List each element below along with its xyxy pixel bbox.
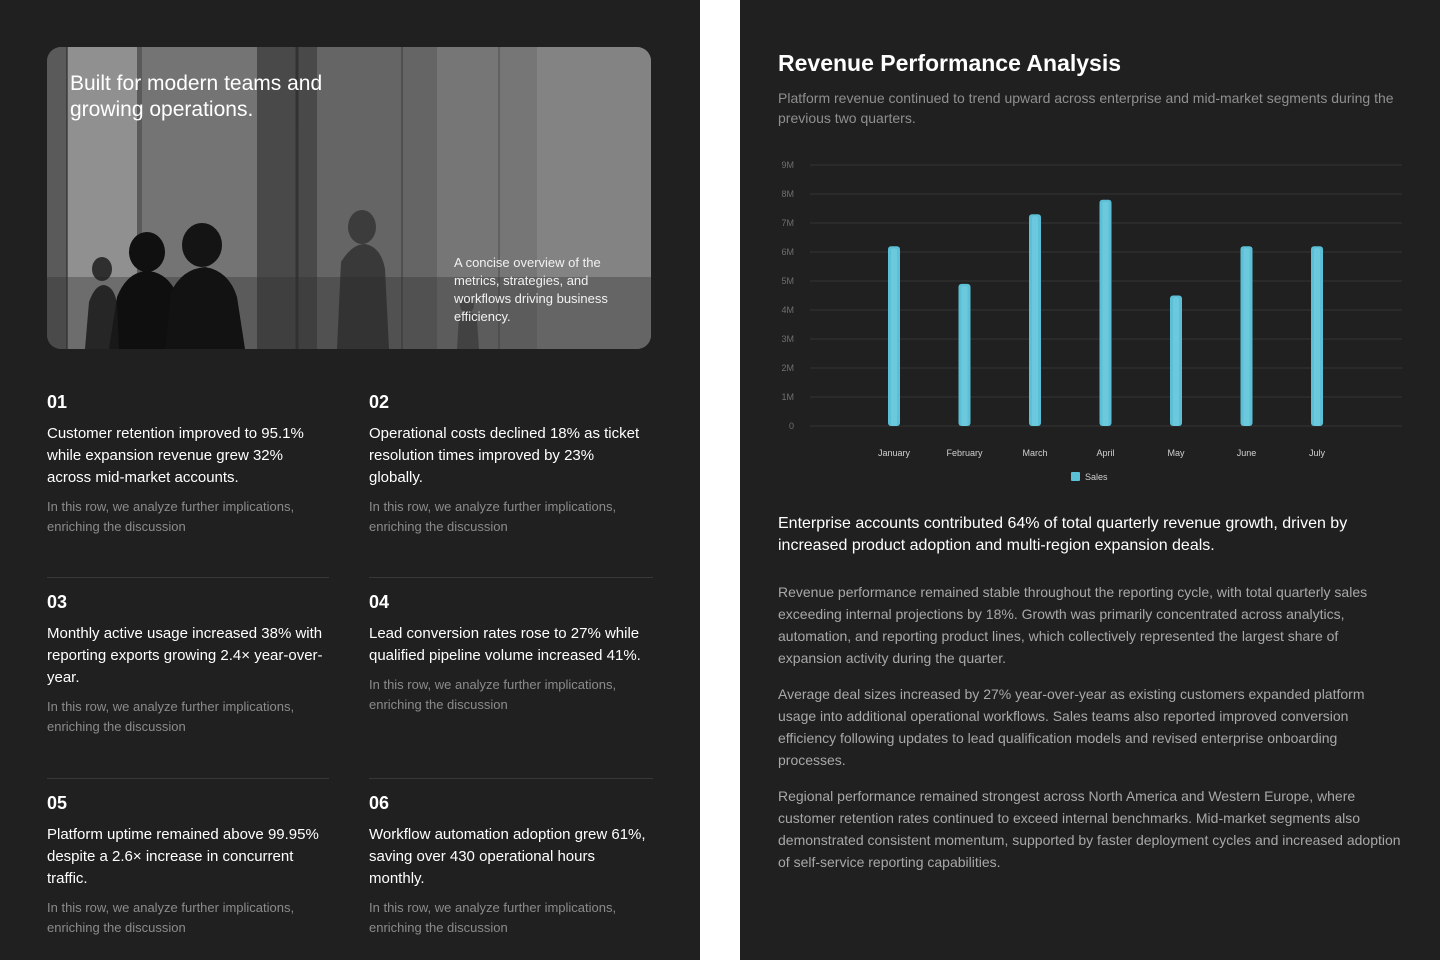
hero-banner: [47, 47, 651, 349]
page-title: Revenue Performance Analysis: [778, 50, 1122, 76]
item-number: 02: [369, 392, 390, 412]
item-headline: Operational costs declined 18% as ticket resolution times improved by 23% globally.: [369, 425, 640, 486]
bar-highlight: [1173, 298, 1179, 427]
chart-svg: [770, 160, 1410, 500]
metric-item-06: [369, 791, 651, 938]
metric-item-01: [47, 390, 329, 537]
x-tick-label: June: [1236, 448, 1257, 458]
overview-panel: [0, 0, 700, 960]
sales-bar-chart: [770, 160, 1410, 500]
page-subtitle: Platform revenue continued to trend upward across enterprise and mid-market segments during the previous two quarters.: [778, 90, 1394, 126]
hero-caption: A concise overview of the metrics, strategies, and workflows driving business efficiency.: [454, 255, 608, 324]
metric-item-05: [47, 791, 329, 938]
analysis-body: [778, 581, 1406, 887]
item-subtext: In this row, we analyze further implications, enriching the discussion: [369, 499, 617, 534]
y-tick-label: 9M: [781, 160, 794, 170]
metric-item-03: [47, 590, 329, 737]
item-number: 03: [47, 592, 68, 612]
row-divider: [369, 778, 653, 779]
item-headline: Workflow automation adoption grew 61%, saving over 430 operational hours monthly.: [369, 826, 646, 887]
metric-item-04: [369, 590, 651, 715]
row-divider: [47, 778, 329, 779]
x-tick-label: February: [946, 448, 983, 458]
item-subtext: In this row, we analyze further implications, enriching the discussion: [47, 900, 295, 935]
item-number: 04: [369, 592, 390, 612]
y-tick-label: 0: [788, 421, 794, 431]
item-subtext: In this row, we analyze further implications, enriching the discussion: [369, 900, 617, 935]
metric-item-02: [369, 390, 651, 537]
item-number: 05: [47, 793, 68, 813]
body-paragraph: Average deal sizes increased by 27% year-over-year as existing customers expanded platform usage into additional operational workflows. Sales teams also reported improved conversion efficiency following updates to lead qualification models and revised enterprise onboarding processes.: [778, 686, 1365, 768]
y-tick-label: 6M: [781, 247, 794, 257]
item-headline: Customer retention improved to 95.1% while expansion revenue grew 32% across mid-market accounts.: [47, 425, 304, 486]
item-headline: Platform uptime remained above 99.95% despite a 2.6× increase in concurrent traffic.: [47, 826, 319, 887]
bar-highlight: [891, 248, 897, 426]
legend-label: Sales: [1085, 472, 1108, 482]
y-tick-label: 5M: [781, 276, 794, 286]
y-tick-label: 2M: [781, 363, 794, 373]
revenue-panel: [740, 0, 1440, 960]
row-divider: [47, 577, 329, 578]
x-tick-label: April: [1096, 448, 1115, 458]
y-tick-label: 7M: [781, 218, 794, 228]
bar-highlight: [1103, 202, 1109, 426]
x-tick-label: July: [1308, 448, 1326, 458]
legend-swatch: [1071, 472, 1080, 481]
item-number: 06: [369, 793, 390, 813]
body-paragraph: Revenue performance remained stable throughout the reporting cycle, with total quarterly sales exceeding internal projections by 18%. Growth was primarily concentrated across analytics, automation, and reporting product lines, which collectively represented the largest share of expansion activity during the quarter.: [778, 584, 1368, 666]
item-subtext: In this row, we analyze further implications, enriching the discussion: [47, 699, 295, 734]
hero-title: Built for modern teams and growing operations.: [70, 72, 323, 121]
row-divider: [369, 577, 653, 578]
bar-highlight: [962, 286, 968, 426]
item-subtext: In this row, we analyze further implications, enriching the discussion: [47, 499, 295, 534]
bar-highlight: [1244, 248, 1250, 426]
x-tick-label: January: [877, 448, 911, 458]
highlight-statement: Enterprise accounts contributed 64% of total quarterly revenue growth, driven by increased product adoption and multi-region expansion deals.: [778, 515, 1348, 554]
x-tick-label: May: [1167, 448, 1185, 458]
item-headline: Lead conversion rates rose to 27% while qualified pipeline volume increased 41%.: [369, 625, 641, 664]
y-tick-label: 4M: [781, 305, 794, 315]
item-headline: Monthly active usage increased 38% with reporting exports growing 2.4× year-over-year.: [47, 625, 323, 686]
bar-highlight: [1032, 216, 1038, 426]
bar-highlight: [1314, 248, 1320, 426]
x-tick-label: March: [1022, 448, 1048, 458]
y-tick-label: 3M: [781, 334, 794, 344]
body-paragraph: Regional performance remained strongest across North America and Western Europe, where customer retention rates continued to exceed internal benchmarks. Mid-market segments also demonstrated consistent momentum, supported by faster deployment cycles and increased adoption of self-service reporting capabilities.: [778, 788, 1401, 870]
item-subtext: In this row, we analyze further implications, enriching the discussion: [369, 677, 617, 712]
y-tick-label: 8M: [781, 189, 794, 199]
item-number: 01: [47, 392, 68, 412]
y-tick-label: 1M: [781, 392, 794, 402]
